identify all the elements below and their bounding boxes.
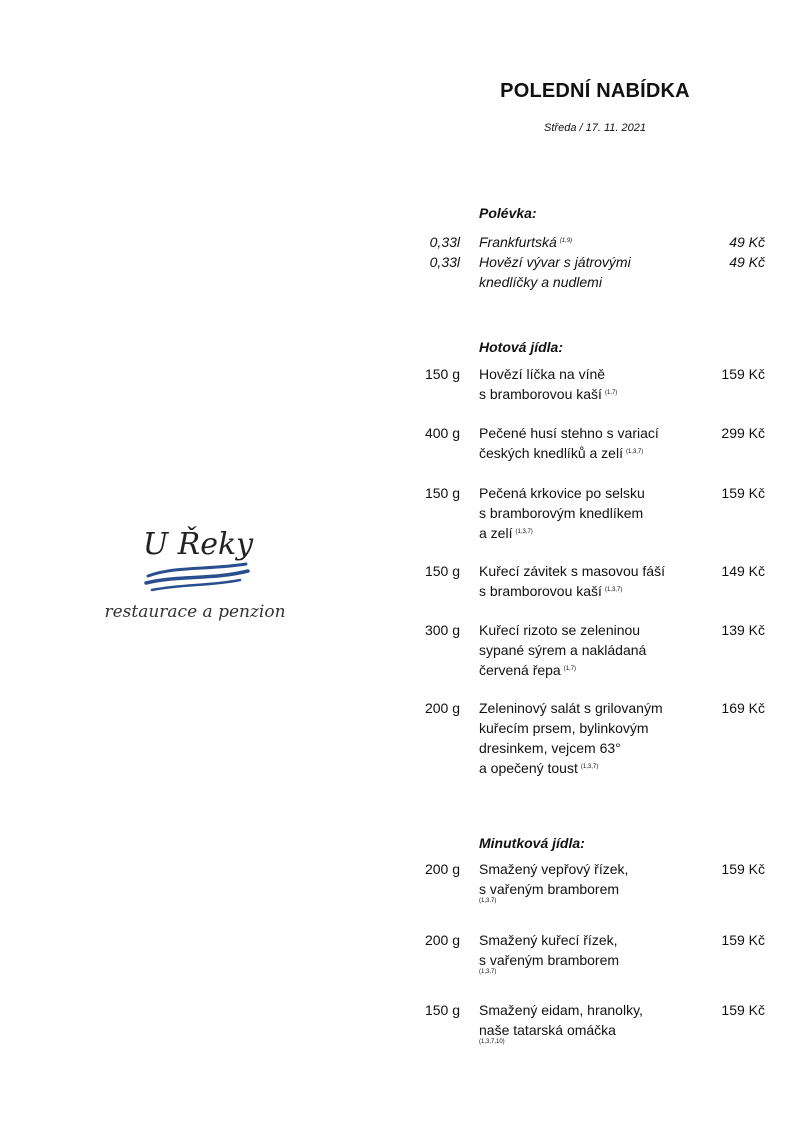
item-line: Zeleninový salát s grilovaným	[479, 700, 663, 716]
item-allergens: (1,7)	[604, 390, 618, 396]
item-line: červená řepa	[479, 662, 561, 678]
item-name	[479, 232, 679, 252]
item-weight: 150 g	[424, 366, 460, 382]
item-line: Hovězí líčka na víně	[479, 366, 606, 382]
item-allergens: (1,9)	[559, 238, 573, 244]
item-weight: 400 g	[424, 425, 460, 441]
item-price: 159 Kč	[721, 861, 765, 877]
item-price: 169 Kč	[721, 700, 765, 716]
item-allergens: (1,3,7)	[604, 587, 623, 593]
item-name	[479, 252, 679, 292]
item-name	[479, 620, 679, 680]
item-allergens: (1,3,7,10)	[479, 1039, 505, 1045]
item-weight: 200 g	[424, 861, 460, 877]
item-line: s vařeným bramborem	[479, 881, 620, 897]
logo-name: U Řeky	[142, 527, 254, 562]
item-name	[479, 859, 679, 905]
item-name	[479, 1000, 679, 1046]
item-line: sypané sýrem a nakládaná	[479, 642, 647, 658]
item-weight: 150 g	[424, 1002, 460, 1018]
item-weight: 0,33l	[429, 254, 460, 270]
item-line: naše tatarská omáčka	[479, 1022, 616, 1038]
item-allergens: (1,3,7)	[479, 969, 497, 975]
item-price: 139 Kč	[721, 622, 765, 638]
item-line: s bramborovou kaší	[479, 583, 602, 599]
item-allergens: (1,3,7)	[479, 898, 497, 904]
item-weight: 300 g	[424, 622, 460, 638]
logo-tagline: restaurace a penzion	[104, 602, 286, 622]
item-price: 299 Kč	[721, 425, 765, 441]
item-name	[479, 698, 679, 778]
item-price: 49 Kč	[729, 254, 765, 270]
menu-title: POLEDNÍ NABÍDKA	[500, 80, 690, 102]
item-price: 159 Kč	[721, 366, 765, 382]
item-name	[479, 483, 679, 543]
item-line: Smažený kuřecí řízek,	[479, 932, 618, 948]
item-line: kuřecím prsem, bylinkovým	[479, 720, 649, 736]
item-line: a opečený toust	[479, 760, 578, 776]
logo-graphic	[90, 520, 305, 630]
item-weight: 200 g	[424, 932, 460, 948]
item-allergens: (1,3,7)	[515, 529, 533, 535]
item-weight: 150 g	[424, 485, 460, 501]
item-line: Smažený vepřový řízek,	[479, 861, 629, 877]
item-line: s bramborovým knedlíkem	[479, 505, 644, 521]
section-heading: Minutková jídla:	[479, 835, 585, 851]
item-name	[479, 423, 679, 463]
item-weight: 0,33l	[429, 234, 460, 250]
section-heading: Hotová jídla:	[479, 339, 564, 355]
item-allergens: (1,3,7)	[580, 764, 599, 770]
item-price: 159 Kč	[721, 1002, 765, 1018]
item-weight: 200 g	[424, 700, 460, 716]
item-line: dresinkem, vejcem 63°	[479, 740, 621, 756]
item-price: 149 Kč	[721, 563, 765, 579]
item-line: knedlíčky a nudlemi	[479, 274, 602, 290]
item-line: Kuřecí závitek s masovou fáší	[479, 563, 665, 579]
item-weight: 150 g	[424, 563, 460, 579]
item-price: 159 Kč	[721, 932, 765, 948]
item-allergens: (1,7)	[563, 666, 577, 672]
item-line: Frankfurtská	[479, 234, 557, 250]
item-line: Smažený eidam, hranolky,	[479, 1002, 643, 1018]
item-line: Pečená krkovice po selsku	[479, 485, 645, 501]
item-line: s bramborovou kaší	[479, 386, 602, 402]
item-name	[479, 364, 679, 404]
item-line: českých knedlíků a zelí	[479, 445, 623, 461]
item-line: s vařeným bramborem	[479, 952, 620, 968]
item-name	[479, 561, 679, 601]
item-allergens: (1,3,7)	[625, 449, 644, 455]
section-heading: Polévka:	[479, 205, 537, 221]
item-price: 159 Kč	[721, 485, 765, 501]
menu-date: Středa / 17. 11. 2021	[544, 122, 646, 134]
item-line: Hovězí vývar s játrovými	[479, 254, 631, 270]
restaurant-logo	[90, 520, 305, 630]
item-line: Pečené husí stehno s variací	[479, 425, 659, 441]
item-name	[479, 930, 679, 976]
item-line: Kuřecí rizoto se zeleninou	[479, 622, 641, 638]
item-line: a zelí	[479, 525, 513, 541]
item-price: 49 Kč	[729, 234, 765, 250]
